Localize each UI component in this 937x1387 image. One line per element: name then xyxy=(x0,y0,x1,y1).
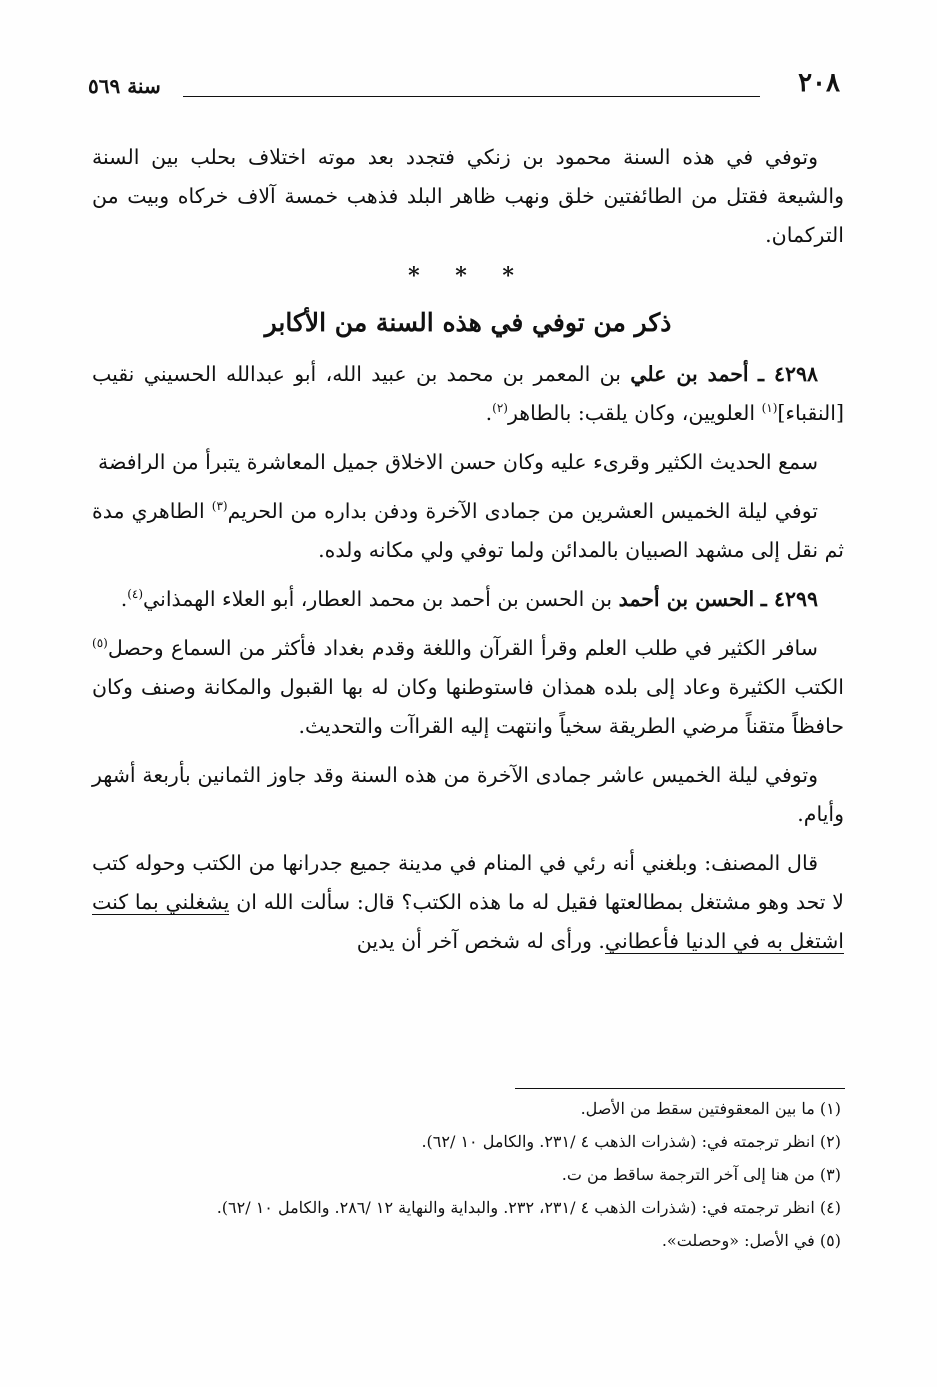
intro-paragraph: وتوفي في هذه السنة محمود بن زنكي فتجدد بعد موته اختلاف بحلب بين السنة والشيعة فقتل من الطائفتين خلق ونهب ظاهر البلد فذهب خمسة آلاف خركاه وبيت من التركمان. xyxy=(92,145,844,247)
footnote-4: (٤) انظر ترجمته في: (شذرات الذهب ٤ /٢٣١، ٢٣٢. والبداية والنهاية ١٢ /٢٨٦. والكامل ١٠ /٦٢). xyxy=(216,1198,841,1217)
entry-4299-paragraph-1 xyxy=(92,629,844,746)
author-note-text: قال المصنف: وبلغني أنه رئي في المنام في مدينة جميع جدرانها من الكتب وحوله كتب لا تحد وهو مشتغل بمطالعتها فقيل له ما هذه الكتب؟ قال: سألت الله ان xyxy=(92,851,845,914)
footnote-ref: (٢) xyxy=(492,401,508,416)
footnote-ref: (٣) xyxy=(211,499,228,514)
running-head-year: سنة ٥٦٩ xyxy=(88,74,161,98)
footnote-ref: (٥) xyxy=(92,636,108,651)
footnote-separator xyxy=(515,1088,845,1089)
author-note-text: . ورأى له شخص آخر أن يدين xyxy=(356,929,605,953)
author-note-paragraph xyxy=(92,844,844,961)
entry-4299-paragraph-2: وتوفي ليلة الخميس عاشر جمادى الآخرة من هذه السنة وقد جاوز الثمانين بأربعة أشهر وأيام. xyxy=(92,763,844,826)
page-number: ٢٠٨ xyxy=(798,68,840,98)
section-heading: ذكر من توفي في هذه السنة من الأكابر xyxy=(264,308,672,337)
entry-name: الحسن بن أحمد xyxy=(618,587,755,611)
entry-name: أحمد بن علي xyxy=(630,362,749,386)
section-separator: * * * xyxy=(408,263,528,289)
footnote-5: (٥) في الأصل: «وحصلت». xyxy=(661,1231,841,1250)
entry-text: العلويين، وكان يلقب: بالطاهر xyxy=(507,401,762,425)
main-text xyxy=(92,138,844,961)
entry-text: بن الحسن بن أحمد بن محمد العطار، أبو العلاء الهمذاني xyxy=(143,587,619,611)
entry-number: ٤٢٩٩ ـ xyxy=(760,587,818,611)
footnote-ref: (٤) xyxy=(127,587,144,602)
footnote-ref: (١) xyxy=(761,401,778,416)
entry-text: . xyxy=(485,401,493,425)
paragraph-text: الكتب الكثيرة وعاد إلى بلده همذان فاستوطنها وكان له بها القبول والمكانة وصنف وكان حافظاً متقناً مرضي الطريقة سخياً وانتهت إليه القراآت والتحديث. xyxy=(92,675,844,738)
paragraph-text: الطاهري مدة ثم نقل إلى مشهد الصبيان بالمدائن ولما توفي ولي مكانه ولده. xyxy=(92,499,844,562)
entry-number: ٤٢٩٨ ـ xyxy=(757,362,818,386)
entry-4298-title xyxy=(92,355,844,433)
footnote-1: (١) ما بين المعقوفتين سقط من الأصل. xyxy=(580,1099,841,1118)
entry-text: . xyxy=(120,587,128,611)
entry-4298-paragraph-2 xyxy=(92,492,844,570)
page-header xyxy=(88,66,840,106)
footnotes xyxy=(101,1092,841,1257)
footnote-3: (٣) من هنا إلى آخر الترجمة ساقط من ت. xyxy=(561,1165,841,1184)
paragraph-text: توفي ليلة الخميس العشرين من جمادى الآخرة ودفن بداره من الحريم xyxy=(227,499,818,523)
entry-4299-title xyxy=(92,580,844,619)
entry-text: بن المعمر بن محمد بن عبيد الله، أبو عبدالله الحسيني نقيب [النقباء] xyxy=(92,362,844,425)
paragraph-text: سافر الكثير في طلب العلم وقرأ القرآن واللغة وقدم بغداد فأكثر من السماع وحصل xyxy=(107,636,818,660)
header-rule xyxy=(183,96,760,97)
underlined-phrase: يشغلني بما كنت اشتغل به في الدنيا فأعطاني xyxy=(92,890,844,953)
footnote-2: (٢) انظر ترجمته في: (شذرات الذهب ٤ /٢٣١. والكامل ١٠ /٦٢). xyxy=(421,1132,841,1151)
entry-4298-paragraph-1: سمع الحديث الكثير وقرىء عليه وكان حسن الاخلاق جميل المعاشرة يتبرأ من الرافضة xyxy=(97,450,818,474)
